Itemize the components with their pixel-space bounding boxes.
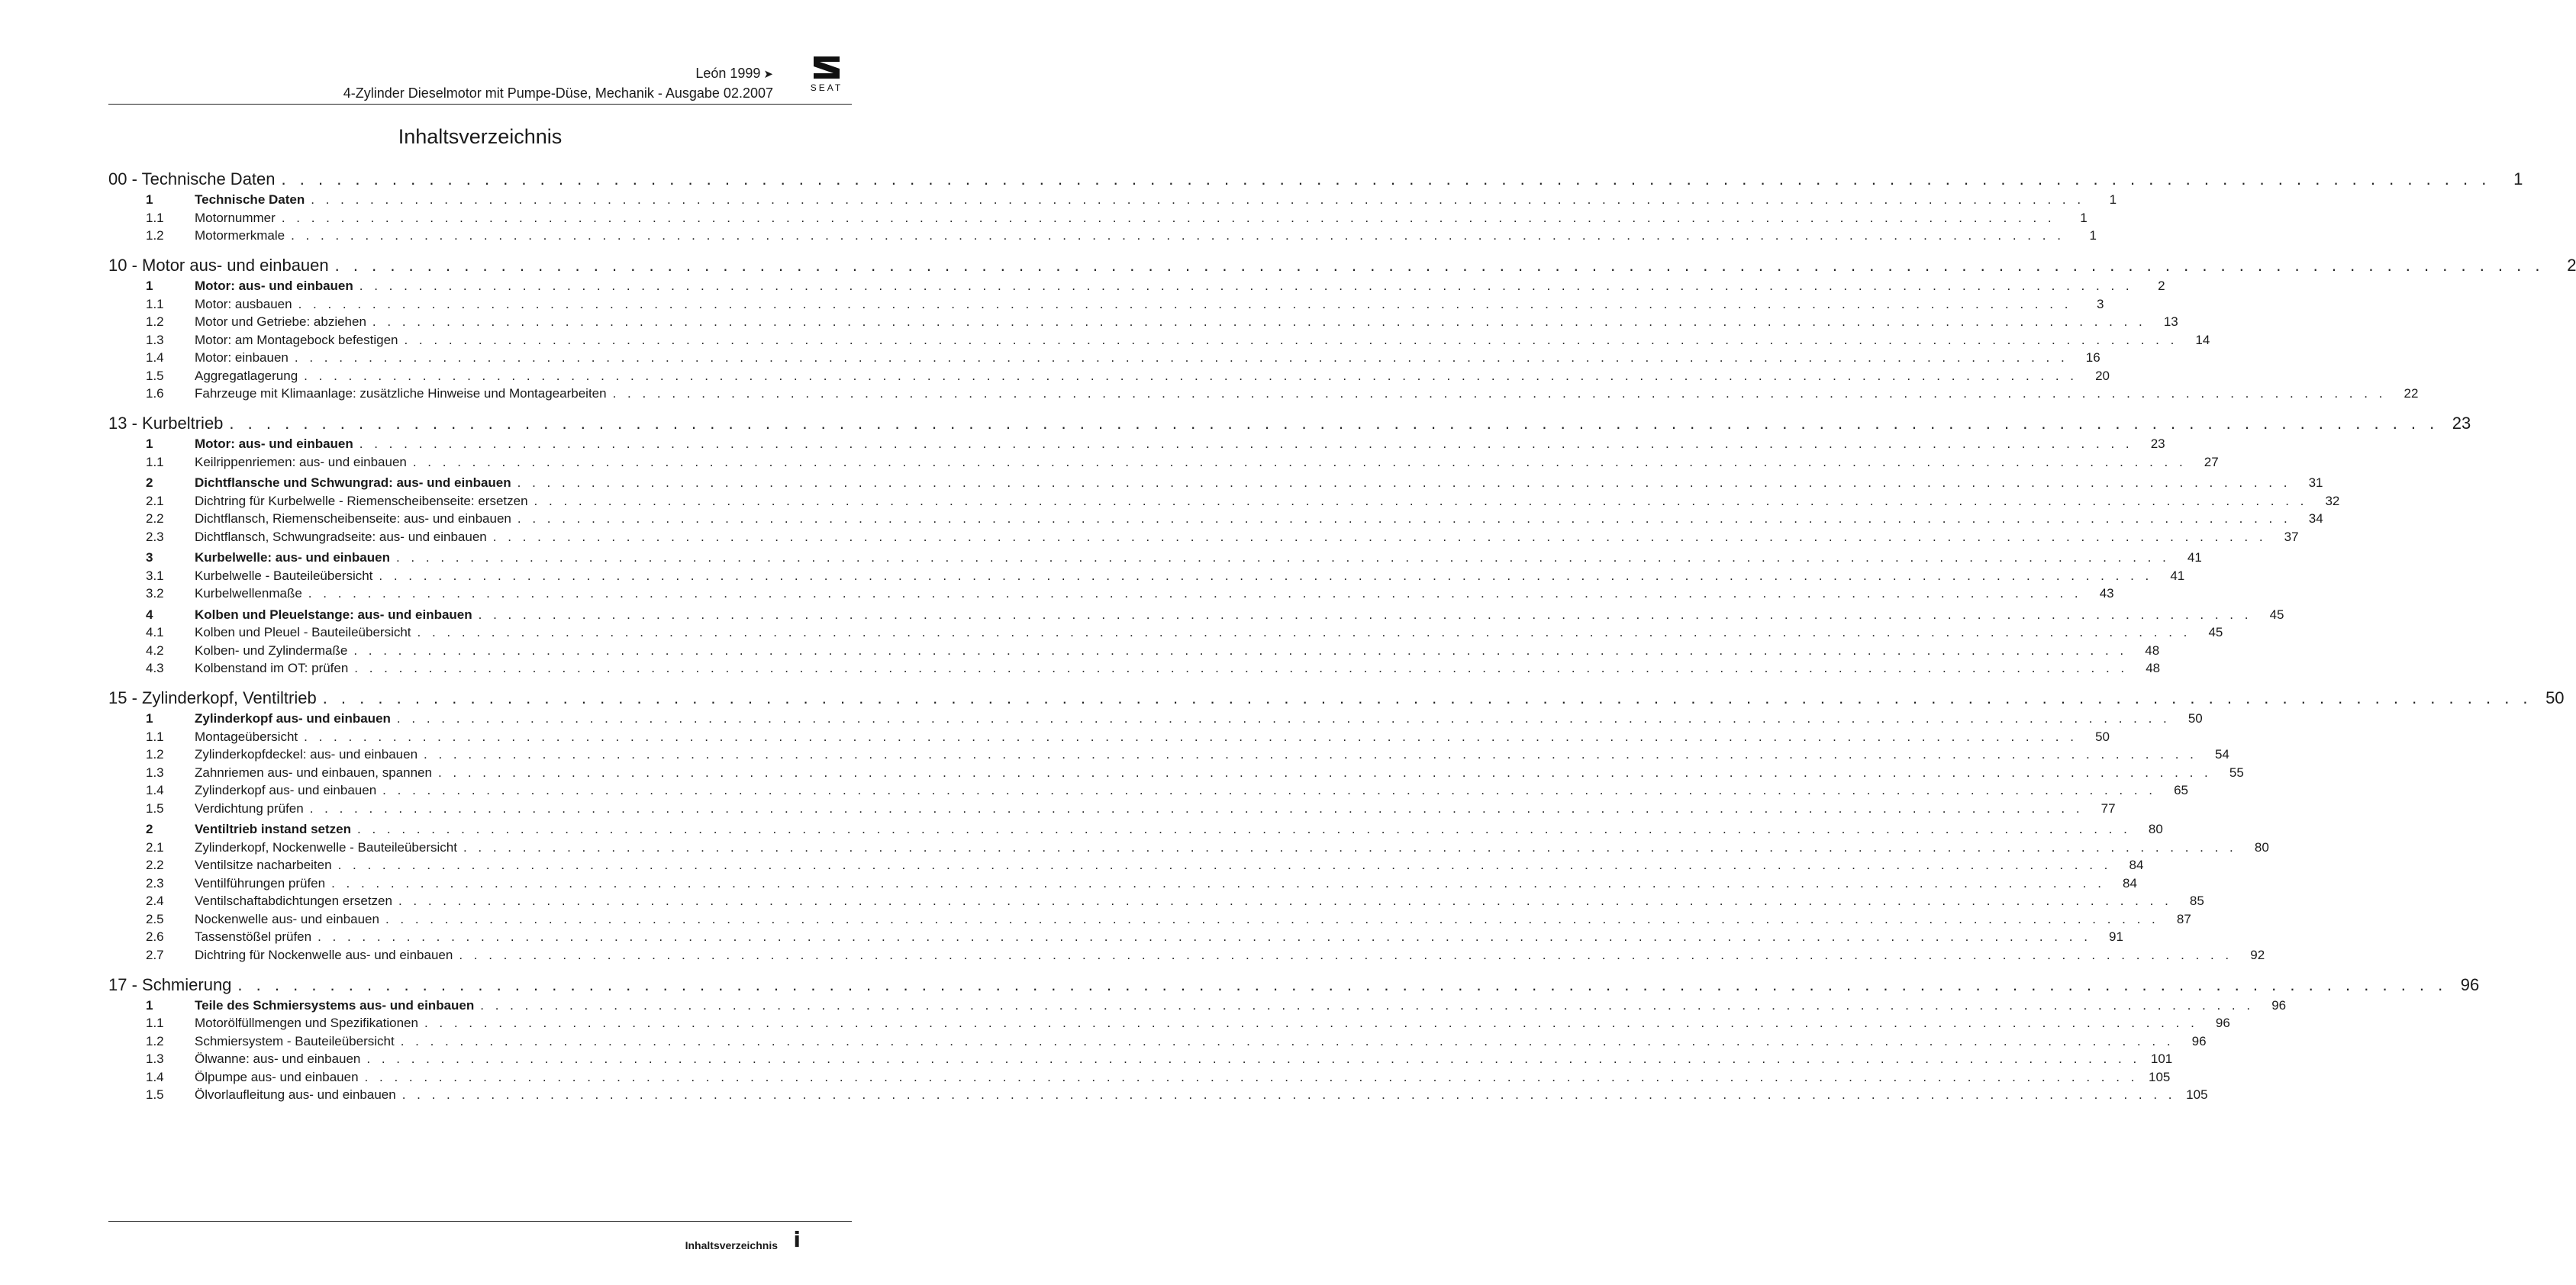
arrow-right-icon: ➤	[763, 68, 773, 81]
toc-entry-number: 1.3	[146, 765, 164, 780]
toc-entry-page: 23	[2150, 436, 2165, 451]
toc-entry-page: 101	[2150, 1052, 2173, 1066]
toc-entry-number: 1.1	[146, 454, 164, 469]
toc-dot-leader: . . . . . . . . . . . . . . . . . . . . . . . . . . . . . . . . . . . . . . . . . . . . . . . . . . . . . . . . . . . . . . . . . . . . . . . . . . . . . . . . . . . . . . . . . . . . . . . . . . . . . . . . . . . . . . . . . . . . . . . .	[478, 607, 2252, 622]
toc-entry-page: 34	[2308, 511, 2323, 526]
toc-entry-page: 2	[2567, 256, 2576, 275]
toc-entry-title: Motor: ausbauen	[195, 296, 292, 311]
toc-entry-page: 45	[2269, 607, 2284, 622]
toc-dot-leader: . . . . . . . . . . . . . . . . . . . . . . . . . . . . . . . . . . . . . . . . . . . . . . . . . . . . . . . . . . . . . . . . . . . . . . . . . . . . . . . . . . . . . . . . . . . . . . . . . . . . . . . . . . . . . . . . . . . . . . . .	[298, 296, 2072, 311]
toc-entry-number: 3	[146, 550, 153, 565]
toc-dot-leader: . . . . . . . . . . . . . . . . . . . . . . . . . . . . . . . . . . . . . . . . . . . . . . . . . . . . . . . . . . . . . . . . . . . . . . . . . . . . . . . . . . . . . . . . . . . . . . . . . . . . . . . . . . . . . . . . . . . . . . . .	[379, 568, 2153, 583]
header-subtitle: 4-Zylinder Dieselmotor mit Pumpe-Düse, Mechanik - Ausgabe 02.2007	[343, 85, 773, 101]
toc-entry-page: 84	[2123, 875, 2137, 890]
toc-subsection[interactable]	[108, 568, 2185, 584]
toc-entry-number: 2.3	[146, 529, 164, 544]
toc-subsection[interactable]	[108, 783, 2189, 798]
toc-entry-page: 96	[2271, 997, 2287, 1013]
toc-dot-leader: . . . . . . . . . . . . . . . . . . . . . . . . . . . . . . . . . . . . . . . . . . . . . . . . . . . . . . . . . . . . . . . . . . . . . . . . . . . . . . . . . . . . . . . . . . . . . . . . . . . . . . . . . . . . . . . . . . . . . . . .	[354, 661, 2129, 675]
toc-entry-title: Teile des Schmiersystems aus- und einbauen	[195, 997, 475, 1013]
toc-entry-title: Fahrzeuge mit Klimaanlage: zusätzliche Hinweise und Montagearbeiten	[195, 386, 607, 401]
toc-entry-page: 32	[2325, 493, 2340, 508]
toc-entry-page: 14	[2195, 332, 2210, 347]
toc-dot-leader: . . . . . . . . . . . . . . . . . . . . . . . . . . . . . . . . . . . . . . . . . . . . . . . . . . . . . . . . . . . . . . . . . . . . . . . . . . . . . . . . . . . . . . . . . . . . . . . . . . . . . . . . . . . . . . . . . . . . . . . .	[480, 997, 2255, 1013]
toc-entry-title: Dichtring für Nockenwelle aus- und einbauen	[195, 947, 453, 962]
toc-dot-leader: . . . . . . . . . . . . . . . . . . . . . . . . . . . . . . . . . . . . . . . . . . . . . . . . . . . . . . . . . . . . . . . . . . . . . . . . . . . . . . . . . . . . . . . . . . . . . . . . . . . . . . . . . . . . . . . . . . . . . . . .	[294, 350, 2068, 365]
toc-entry-number: 1.5	[146, 800, 164, 816]
toc-entry-page: 65	[2174, 783, 2189, 797]
toc-entry-page: 2	[2158, 279, 2165, 293]
toc-entry-number: 1.2	[146, 1033, 164, 1048]
toc-subsection[interactable]	[108, 350, 2100, 366]
toc-entry-page: 105	[2186, 1087, 2208, 1102]
toc-entry-title: Verdichtung prüfen	[195, 800, 304, 816]
toc-entry-number: 1.5	[146, 1087, 164, 1102]
toc-section[interactable]	[108, 711, 2203, 726]
toc-entry-page: 1	[2089, 228, 2097, 243]
toc-entry-number: 1.4	[146, 783, 164, 797]
toc-entry-number: 2.2	[146, 511, 164, 526]
toc-entry-number: 3.1	[146, 568, 164, 583]
toc-entry-title: Motornummer	[195, 210, 276, 225]
toc-entry-number: 2.3	[146, 875, 164, 890]
toc-entry-number: 1	[146, 436, 153, 451]
toc-dot-leader: . . . . . . . . . . . . . . . . . . . . . . . . . . . . . . . . . . . . . . . . . . . . . . . . . . . . . . . . . . . . . . . . . . . . . . . . . . . . . . . . . . . . . . . . . . . . . . . . . . . . . . . . . . . . . . . . . . . . . . . .	[318, 929, 2091, 944]
toc-entry-title: Ventiltrieb instand setzen	[195, 822, 351, 836]
toc-chapter[interactable]	[108, 688, 2565, 708]
toc-entry-page: 96	[2460, 974, 2480, 994]
toc-entry-page: 50	[2545, 688, 2565, 707]
toc-entry-number: 1	[146, 192, 153, 207]
toc-dot-leader: . . . . . . . . . . . . . . . . . . . . . . . . . . . . . . . . . . . . . . . . . . . . . . . . . . . . . . . . . . . . . . . . . . . . . . . . . . . . . . . . . . . . . . . . . . . . . . . . . . . . . . . . . . . . . . . . . . . . . . . .	[291, 228, 2065, 243]
toc-entry-page: 43	[2099, 586, 2114, 601]
toc-subsection[interactable]	[108, 729, 2110, 745]
toc-entry-title: Kurbelwellenmaße	[195, 586, 302, 601]
toc-dot-leader: . . . . . . . . . . . . . . . . . . . . . . . . . . . . . . . . . . . . . . . . . . . . . . . . . . . . . . . . . . . . . . . . . . . . . . . . . . . . . . . . . . . . . . . . . . . . . . . . . . . . . . . . . . . . . . . . . . . . . . . .	[357, 822, 2131, 836]
toc-entry-title: Dichtring für Kurbelwelle - Riemenscheibenseite: ersetzen	[195, 493, 528, 508]
toc-section[interactable]	[108, 192, 2117, 208]
toc-entry-title: Motormerkmale	[195, 228, 285, 243]
toc-dot-leader: . . . . . . . . . . . . . . . . . . . . . . . . . . . . . . . . . . . . . . . . . . . . . . . . . . . . . . . . . . . . . . . . . . . . . . . . . . . . . . . . . . . . . . . . . . . . . . . . . . . . . . . . . . . . . . . . . . . . . . . .	[400, 1033, 2175, 1048]
toc-entry-number: 3.2	[146, 586, 164, 601]
toc-dot-leader: . . . . . . . . . . . . . . . . . . . . . . . . . . . . . . . . . . . . . . . . . . . . . . . . . . . . . . . . . . . . . . . . . . . . . . . . . . . . . . . . . . . . . . . . . . . . . . . . . . . . . . . . . . . . . . . . . . . . . . . .	[417, 625, 2191, 639]
toc-entry-title: Kolbenstand im OT: prüfen	[195, 661, 349, 675]
toc-entry-page: 3	[2096, 296, 2104, 311]
toc-dot-leader: . . . . . . . . . . . . . . . . . . . . . . . . . . . . . . . . . . . . . . . . . . . . . . . . . . . . . . . . . . . . . . . . . . . . . . . . . . . . . . . . . . . . . . . . . . . . . . . . . . . . . . . . . . . . . . . . . . . . . . . .	[412, 454, 2187, 469]
toc-dot-leader: . . . . . . . . . . . . . . . . . . . . . . . . . . . . . . . . . . . . . . . . . . . . . . . . . . . . . . . . . . . . . . . . . . . . . . . . . . . . . . . . . . . . . . . . . . . . . . . . . . . . . . . . . . . . . . . . . . . . . . . .	[385, 911, 2159, 926]
toc-dot-leader: . . . . . . . . . . . . . . . . . . . . . . . . . . . . . . . . . . . . . . . . . . . . . . . . . . . . . . . . . . . . . . . . . . . . . . . . . . . . . . . . . . . . . . . . . . . . . . . . . . . . . . . . . . . . . . . . . . . . . . . .	[304, 368, 2078, 383]
toc-entry-number: 1.1	[146, 729, 164, 744]
toc-entry-page: 77	[2100, 800, 2116, 816]
toc-dot-leader: . . . . . . . . . . . . . . . . . . . . . . . . . . . . . . . . . . . . . . . . . . . . . . . . . . . . . . . . . . . . . . . . . . . . . . . . . . . . . . . . . . . . . . . . . . . . . . . . . . . . . . . . . . . . . . . . . . . . . . . .	[372, 314, 2146, 329]
toc-entry-title: Montageübersicht	[195, 729, 298, 744]
toc-chapter[interactable]	[108, 256, 2576, 275]
toc-entry-title: Kolben und Pleuel - Bauteileübersicht	[195, 625, 411, 639]
toc-dot-leader: . . . . . . . . . . . . . . . . . . . . . . . . . . . . . . . . . . . . . . . . . . . . . . . . . . . . . . . . . . . . . . . . . . . . . . . . . . . . . . . . . . . . . . . . . . . . . . . . . . . . . . . . . . . . . . . . . . . . . . . .	[331, 875, 2105, 890]
toc-entry-number: 2.1	[146, 839, 164, 855]
toc-dot-leader: . . . . . . . . . . . . . . . . . . . . . . . . . . . . . . . . . . . . . . . . . . . . . . . . . . . . . . . . . . . . . . . . . . . . . . . . . . . . . . . . . . . . . . . . . . . . . . . . . . . . . . . . . . . . . . . . . . . . . . . .	[359, 436, 2133, 451]
toc-entry-title: Motor und Getriebe: abziehen	[195, 314, 366, 329]
page-title: Inhaltsverzeichnis	[398, 125, 563, 148]
toc-subsection[interactable]	[108, 529, 2299, 545]
toc-entry-page: 31	[2308, 475, 2323, 490]
toc-dot-leader: . . . . . . . . . . . . . . . . . . . . . . . . . . . . . . . . . . . . . . . . . . . . . . . . . . . . . . . . . . . . . . . . . . . . . . . . . . . . . . . . . . . . . . . . . . . . . . . . . . . . . . . . . . . . . . . . . . . . . . . .	[311, 192, 2085, 207]
footer-label: Inhaltsverzeichnis	[685, 1239, 778, 1251]
toc-entry-page: 91	[2109, 929, 2123, 944]
toc-subsection[interactable]	[108, 1069, 2171, 1085]
toc-entry-number: 2.5	[146, 911, 164, 926]
toc-entry-title: 13 - Kurbeltrieb	[108, 414, 224, 433]
toc-subsection[interactable]	[108, 493, 2340, 509]
toc-entry-title: Zylinderkopfdeckel: aus- und einbauen	[195, 747, 418, 762]
toc-entry-number: 1	[146, 279, 153, 293]
toc-entry-number: 1	[146, 711, 153, 726]
toc-dot-leader: . . . . . . . . . . . . . . . . . . . . . . . . . . . . . . . . . . . . . . . . . . . . . . . . . . . . . . . . . . . . . . . . . . . . . . . . . . . . . . . . . . . . . . . . . . . . . . . . . . . . . . . . . . . . . . . . . . . . . . . .	[396, 711, 2171, 726]
toc-section[interactable]	[108, 279, 2165, 294]
toc-subsection[interactable]	[108, 642, 2160, 659]
toc-dot-leader: . . . . . . . . . . . . . . . . . . . . . . . . . . . . . . . . . . . . . . . . . . . . . . . . . . . . . . . . . . . . . . . . . . . . . . . . . . . . . . . . . . . . . . . . . . . . . . . . . . . . . . . . . . . . . . . . . . . . . . . .	[395, 550, 2170, 565]
toc-entry-title: Aggregatlagerung	[195, 368, 298, 383]
toc-section[interactable]	[108, 475, 2323, 491]
toc-entry-number: 1.3	[146, 1052, 164, 1066]
toc-entry-number: 4.3	[146, 661, 164, 675]
toc-entry-page: 48	[2146, 661, 2161, 675]
toc-entry-page: 96	[2215, 1016, 2230, 1030]
toc-entry-number: 1.6	[146, 386, 164, 401]
toc-chapter[interactable]	[108, 974, 2480, 995]
toc-subsection[interactable]	[108, 625, 2223, 640]
toc-dot-leader: . . . . . . . . . . . . . . . . . . . . . . . . . . . . . . . . . . . . . . . . . . . . . . . . . . . . . . . . . . . . . . . . . . . . . . . . . . . . . . . . . . . . . . . . . . . . . . . . . . . . . . . . . . . . . . . . . . . . . . . .	[492, 529, 2267, 544]
toc-entry-title: Motorölfüllmengen und Spezifikationen	[195, 1016, 418, 1030]
toc-dot-leader: . . . . . . . . . . . . . . . . . . . . . . . . . . . . . . . . . . . . . . . . . . . . . . . . . . . . . . . . . . . . . . . . . . . . . . . . . . . . . . . . . . . . . . . . . . . . . . . . . . . . . . . . . . . . . . . . . . . . . . . .	[517, 511, 2291, 526]
seat-logo-text: SEAT	[810, 82, 843, 93]
toc-entry-number: 4	[146, 607, 153, 622]
toc-entry-number: 2.7	[146, 947, 164, 962]
toc-entry-number: 2	[146, 822, 153, 836]
toc-entry-page: 20	[2095, 368, 2110, 383]
toc-subsection[interactable]	[108, 875, 2137, 891]
toc-entry-page: 54	[2214, 747, 2229, 762]
toc-entry-title: 17 - Schmierung	[108, 974, 232, 994]
toc-entry-title: Dichtflansche und Schwungrad: aus- und einbauen	[195, 475, 511, 490]
toc-entry-page: 105	[2149, 1069, 2171, 1084]
toc-dot-leader: . . . . . . . . . . . . . . . . . . . . . . . . . . . . . . . . . . . . . . . . . . . . . . . . . . . . . . . . . . . . . . . . . . . . . . . . . . . . . . . . . . . . . . . . . . . . . . . . . . . . . . . . . . . . . . . . . . . . . . . .	[534, 493, 2308, 508]
toc-entry-title: Ölvorlaufleitung aus- und einbauen	[195, 1087, 396, 1102]
toc-entry-number: 2.4	[146, 894, 164, 908]
toc-section[interactable]	[108, 997, 2287, 1013]
toc-entry-page: 13	[2163, 314, 2178, 329]
toc-entry-title: Zylinderkopf, Nockenwelle - Bauteileübersicht	[195, 839, 457, 855]
toc-dot-leader: . . . . . . . . . . . . . . . . . . . . . . . . . . . . . . . . . . . . . . . . . . . . . . . . . . . . . . . . . . . . . . . . . . . . . . . . . . . . . . . . . . . . . . . . . . . . . . . . . . . . . . . . . . . . . . . . . . . . . . . .	[237, 974, 2448, 994]
toc-subsection[interactable]	[108, 661, 2161, 676]
footer-rule	[108, 1221, 852, 1222]
toc-entry-page: 45	[2208, 625, 2223, 639]
toc-subsection[interactable]	[108, 1033, 2207, 1049]
toc-entry-page: 50	[2188, 711, 2203, 726]
toc-entry-page: 23	[2452, 414, 2471, 433]
toc-entry-number: 4.1	[146, 625, 164, 639]
toc-dot-leader: . . . . . . . . . . . . . . . . . . . . . . . . . . . . . . . . . . . . . . . . . . . . . . . . . . . . . . . . . . . . . . . . . . . . . . . . . . . . . . . . . . . . . . . . . . . . . . . . . . . . . . . . . . . . . . . . . . . . . . . .	[337, 858, 2112, 872]
toc-entry-number: 2.2	[146, 858, 164, 872]
toc-section[interactable]	[108, 436, 2165, 452]
toc-entry-title: Technische Daten	[195, 192, 305, 207]
toc-entry-page: 1	[2080, 210, 2088, 225]
toc-dot-leader: . . . . . . . . . . . . . . . . . . . . . . . . . . . . . . . . . . . . . . . . . . . . . . . . . . . . . . . . . . . . . . . . . . . . . . . . . . . . . . . . . . . . . . . . . . . . . . . . . . . . . . . . . . . . . . . . . . . . . . . .	[424, 747, 2197, 762]
toc-entry-title: Motor: aus- und einbauen	[195, 279, 353, 293]
toc-section[interactable]	[108, 607, 2284, 623]
toc-entry-title: Motor: einbauen	[195, 350, 289, 365]
toc-dot-leader: . . . . . . . . . . . . . . . . . . . . . . . . . . . . . . . . . . . . . . . . . . . . . . . . . . . . . . . . . . . . . . . . . . . . . . . . . . . . . . . . . . . . . . . . . . . . . . . . . . . . . . . . . . . . . . . . . . . . . . . .	[463, 839, 2237, 855]
toc-section[interactable]	[108, 550, 2202, 565]
toc-entry-title: Ölwanne: aus- und einbauen	[195, 1052, 361, 1066]
toc-entry-page: 27	[2204, 454, 2219, 469]
toc-entry-title: Dichtflansch, Schwungradseite: aus- und einbauen	[195, 529, 487, 544]
table-of-contents	[108, 0, 2576, 1285]
toc-subsection[interactable]	[108, 511, 2323, 527]
toc-chapter[interactable]	[108, 169, 2523, 189]
toc-entry-title: Nockenwelle aus- und einbauen	[195, 911, 379, 926]
toc-dot-leader: . . . . . . . . . . . . . . . . . . . . . . . . . . . . . . . . . . . . . . . . . . . . . . . . . . . . . . . . . . . . . . . . . . . . . . . . . . . . . . . . . . . . . . . . . . . . . . . . . . . . . . . . . . . . . . . . . . . . . . . .	[229, 414, 2439, 433]
toc-subsection[interactable]	[108, 296, 2104, 312]
toc-entry-title: Kurbelwelle: aus- und einbauen	[195, 550, 390, 565]
toc-entry-page: 1	[2513, 169, 2523, 188]
toc-entry-title: Kolben- und Zylindermaße	[195, 642, 348, 658]
toc-entry-title: Tassenstößel prüfen	[195, 929, 312, 944]
toc-entry-title: Motor: aus- und einbauen	[195, 436, 353, 451]
header-model-text: León 1999	[695, 66, 761, 81]
toc-entry-title: Zahnriemen aus- und einbauen, spannen	[195, 765, 432, 780]
toc-subsection[interactable]	[108, 228, 2097, 243]
toc-subsection[interactable]	[108, 765, 2244, 781]
toc-dot-leader: . . . . . . . . . . . . . . . . . . . . . . . . . . . . . . . . . . . . . . . . . . . . . . . . . . . . . . . . . . . . . . . . . . . . . . . . . . . . . . . . . . . . . . . . . . . . . . . . . . . . . . . . . . . . . . . . . . . . . . . .	[304, 729, 2078, 744]
toc-dot-leader: . . . . . . . . . . . . . . . . . . . . . . . . . . . . . . . . . . . . . . . . . . . . . . . . . . . . . . . . . . . . . . . . . . . . . . . . . . . . . . . . . . . . . . . . . . . . . . . . . . . . . . . . . . . . . . . . . . . . . . . .	[281, 169, 2491, 188]
toc-entry-number: 1.4	[146, 1069, 164, 1084]
toc-entry-page: 22	[2404, 386, 2419, 401]
toc-subsection[interactable]	[108, 947, 2265, 963]
toc-dot-leader: . . . . . . . . . . . . . . . . . . . . . . . . . . . . . . . . . . . . . . . . . . . . . . . . . . . . . . . . . . . . . . . . . . . . . . . . . . . . . . . . . . . . . . . . . . . . . . . . . . . . . . . . . . . . . . . . . . . . . . . .	[366, 1052, 2141, 1066]
toc-entry-page: 50	[2095, 729, 2110, 744]
toc-dot-leader: . . . . . . . . . . . . . . . . . . . . . . . . . . . . . . . . . . . . . . . . . . . . . . . . . . . . . . . . . . . . . . . . . . . . . . . . . . . . . . . . . . . . . . . . . . . . . . . . . . . . . . . . . . . . . . . . . . . . . . . .	[459, 947, 2233, 962]
toc-entry-number: 1.2	[146, 747, 164, 762]
toc-entry-title: Keilrippenriemen: aus- und einbauen	[195, 454, 407, 469]
toc-entry-number: 2	[146, 475, 153, 490]
toc-subsection[interactable]	[108, 1087, 2208, 1103]
toc-section[interactable]	[108, 822, 2163, 837]
toc-dot-leader: . . . . . . . . . . . . . . . . . . . . . . . . . . . . . . . . . . . . . . . . . . . . . . . . . . . . . . . . . . . . . . . . . . . . . . . . . . . . . . . . . . . . . . . . . . . . . . . . . . . . . . . . . . . . . . . . . . . . . . . .	[353, 642, 2128, 658]
toc-entry-title: Kurbelwelle - Bauteileübersicht	[195, 568, 373, 583]
toc-entry-page: 84	[2129, 858, 2144, 872]
toc-entry-page: 85	[2189, 894, 2204, 908]
toc-dot-leader: . . . . . . . . . . . . . . . . . . . . . . . . . . . . . . . . . . . . . . . . . . . . . . . . . . . . . . . . . . . . . . . . . . . . . . . . . . . . . . . . . . . . . . . . . . . . . . . . . . . . . . . . . . . . . . . . . . . . . . . .	[398, 894, 2172, 908]
toc-dot-leader: . . . . . . . . . . . . . . . . . . . . . . . . . . . . . . . . . . . . . . . . . . . . . . . . . . . . . . . . . . . . . . . . . . . . . . . . . . . . . . . . . . . . . . . . . . . . . . . . . . . . . . . . . . . . . . . . . . . . . . . .	[401, 1087, 2176, 1102]
toc-entry-page: 48	[2145, 642, 2160, 658]
toc-subsection[interactable]	[108, 800, 2116, 816]
toc-subsection[interactable]	[108, 911, 2191, 927]
toc-entry-page: 41	[2170, 568, 2185, 583]
toc-subsection[interactable]	[108, 747, 2229, 762]
toc-dot-leader: . . . . . . . . . . . . . . . . . . . . . . . . . . . . . . . . . . . . . . . . . . . . . . . . . . . . . . . . . . . . . . . . . . . . . . . . . . . . . . . . . . . . . . . . . . . . . . . . . . . . . . . . . . . . . . . . . . . . . . . .	[517, 475, 2291, 490]
toc-entry-title: Zylinderkopf aus- und einbauen	[195, 711, 391, 726]
toc-subsection[interactable]	[108, 894, 2204, 909]
toc-entry-title: Motor: am Montagebock befestigen	[195, 332, 398, 347]
toc-subsection[interactable]	[108, 929, 2123, 945]
toc-dot-leader: . . . . . . . . . . . . . . . . . . . . . . . . . . . . . . . . . . . . . . . . . . . . . . . . . . . . . . . . . . . . . . . . . . . . . . . . . . . . . . . . . . . . . . . . . . . . . . . . . . . . . . . . . . . . . . . . . . . . . . . .	[359, 279, 2133, 293]
toc-entry-page: 92	[2250, 947, 2265, 962]
toc-entry-page: 1	[2109, 192, 2117, 207]
toc-subsection[interactable]	[108, 386, 2419, 401]
toc-entry-page: 80	[2254, 839, 2269, 855]
footer-page-number: i	[793, 1227, 801, 1252]
toc-entry-number: 2.1	[146, 493, 164, 508]
toc-subsection[interactable]	[108, 586, 2114, 601]
toc-entry-title: Zylinderkopf aus- und einbauen	[195, 783, 377, 797]
toc-subsection[interactable]	[108, 454, 2219, 470]
toc-entry-number: 1.1	[146, 1016, 164, 1030]
toc-entry-title: Ventilsitze nacharbeiten	[195, 858, 332, 872]
toc-entry-page: 87	[2176, 911, 2191, 926]
toc-entry-page: 55	[2229, 765, 2244, 780]
toc-dot-leader: . . . . . . . . . . . . . . . . . . . . . . . . . . . . . . . . . . . . . . . . . . . . . . . . . . . . . . . . . . . . . . . . . . . . . . . . . . . . . . . . . . . . . . . . . . . . . . . . . . . . . . . . . . . . . . . . . . . . . . . .	[322, 688, 2532, 707]
toc-dot-leader: . . . . . . . . . . . . . . . . . . . . . . . . . . . . . . . . . . . . . . . . . . . . . . . . . . . . . . . . . . . . . . . . . . . . . . . . . . . . . . . . . . . . . . . . . . . . . . . . . . . . . . . . . . . . . . . . . . . . . . . .	[382, 783, 2157, 797]
toc-entry-number: 1	[146, 997, 153, 1013]
toc-entry-title: Ventilführungen prüfen	[195, 875, 326, 890]
toc-dot-leader: . . . . . . . . . . . . . . . . . . . . . . . . . . . . . . . . . . . . . . . . . . . . . . . . . . . . . . . . . . . . . . . . . . . . . . . . . . . . . . . . . . . . . . . . . . . . . . . . . . . . . . . . . . . . . . . . . . . . . . . .	[309, 800, 2084, 816]
toc-entry-page: 41	[2187, 550, 2202, 565]
toc-subsection[interactable]	[108, 368, 2110, 384]
toc-dot-leader: . . . . . . . . . . . . . . . . . . . . . . . . . . . . . . . . . . . . . . . . . . . . . . . . . . . . . . . . . . . . . . . . . . . . . . . . . . . . . . . . . . . . . . . . . . . . . . . . . . . . . . . . . . . . . . . . . . . . . . . .	[404, 332, 2178, 347]
toc-dot-leader: . . . . . . . . . . . . . . . . . . . . . . . . . . . . . . . . . . . . . . . . . . . . . . . . . . . . . . . . . . . . . . . . . . . . . . . . . . . . . . . . . . . . . . . . . . . . . . . . . . . . . . . . . . . . . . . . . . . . . . . .	[424, 1016, 2198, 1030]
toc-entry-page: 96	[2191, 1033, 2207, 1048]
toc-subsection[interactable]	[108, 210, 2088, 226]
toc-subsection[interactable]	[108, 332, 2210, 348]
toc-dot-leader: . . . . . . . . . . . . . . . . . . . . . . . . . . . . . . . . . . . . . . . . . . . . . . . . . . . . . . . . . . . . . . . . . . . . . . . . . . . . . . . . . . . . . . . . . . . . . . . . . . . . . . . . . . . . . . . . . . . . . . . .	[437, 765, 2212, 780]
toc-dot-leader: . . . . . . . . . . . . . . . . . . . . . . . . . . . . . . . . . . . . . . . . . . . . . . . . . . . . . . . . . . . . . . . . . . . . . . . . . . . . . . . . . . . . . . . . . . . . . . . . . . . . . . . . . . . . . . . . . . . . . . . .	[281, 210, 2055, 225]
toc-entry-title: 15 - Zylinderkopf, Ventiltrieb	[108, 688, 317, 707]
toc-entry-page: 37	[2284, 529, 2299, 544]
toc-entry-title: Ventilschaftabdichtungen ersetzen	[195, 894, 392, 908]
toc-entry-page: 16	[2085, 350, 2100, 365]
toc-entry-number: 1.5	[146, 368, 164, 383]
toc-dot-leader: . . . . . . . . . . . . . . . . . . . . . . . . . . . . . . . . . . . . . . . . . . . . . . . . . . . . . . . . . . . . . . . . . . . . . . . . . . . . . . . . . . . . . . . . . . . . . . . . . . . . . . . . . . . . . . . . . . . . . . . .	[612, 386, 2387, 401]
toc-entry-number: 1.2	[146, 228, 164, 243]
toc-entry-number: 1.1	[146, 296, 164, 311]
toc-subsection[interactable]	[108, 1052, 2173, 1067]
toc-dot-leader: . . . . . . . . . . . . . . . . . . . . . . . . . . . . . . . . . . . . . . . . . . . . . . . . . . . . . . . . . . . . . . . . . . . . . . . . . . . . . . . . . . . . . . . . . . . . . . . . . . . . . . . . . . . . . . . . . . . . . . . .	[308, 586, 2082, 601]
toc-entry-title: Kolben und Pleuelstange: aus- und einbauen	[195, 607, 472, 622]
toc-entry-number: 1.4	[146, 350, 164, 365]
toc-chapter[interactable]	[108, 414, 2471, 433]
toc-entry-number: 1.3	[146, 332, 164, 347]
toc-entry-number: 1.1	[146, 210, 164, 225]
toc-entry-number: 4.2	[146, 642, 164, 658]
toc-dot-leader: . . . . . . . . . . . . . . . . . . . . . . . . . . . . . . . . . . . . . . . . . . . . . . . . . . . . . . . . . . . . . . . . . . . . . . . . . . . . . . . . . . . . . . . . . . . . . . . . . . . . . . . . . . . . . . . . . . . . . . . .	[334, 256, 2545, 275]
toc-dot-leader: . . . . . . . . . . . . . . . . . . . . . . . . . . . . . . . . . . . . . . . . . . . . . . . . . . . . . . . . . . . . . . . . . . . . . . . . . . . . . . . . . . . . . . . . . . . . . . . . . . . . . . . . . . . . . . . . . . . . . . . .	[364, 1069, 2139, 1084]
toc-subsection[interactable]	[108, 314, 2178, 330]
toc-entry-title: Ölpumpe aus- und einbauen	[195, 1069, 359, 1084]
toc-entry-title: 10 - Motor aus- und einbauen	[108, 256, 329, 275]
toc-entry-title: Dichtflansch, Riemenscheibenseite: aus- und einbauen	[195, 511, 511, 526]
toc-subsection[interactable]	[108, 1016, 2230, 1031]
toc-entry-number: 1.2	[146, 314, 164, 329]
toc-subsection[interactable]	[108, 858, 2144, 873]
toc-entry-page: 80	[2148, 822, 2163, 836]
toc-entry-title: Schmiersystem - Bauteileübersicht	[195, 1033, 395, 1048]
toc-entry-title: 00 - Technische Daten	[108, 169, 276, 188]
toc-entry-number: 2.6	[146, 929, 164, 944]
toc-subsection[interactable]	[108, 839, 2269, 855]
